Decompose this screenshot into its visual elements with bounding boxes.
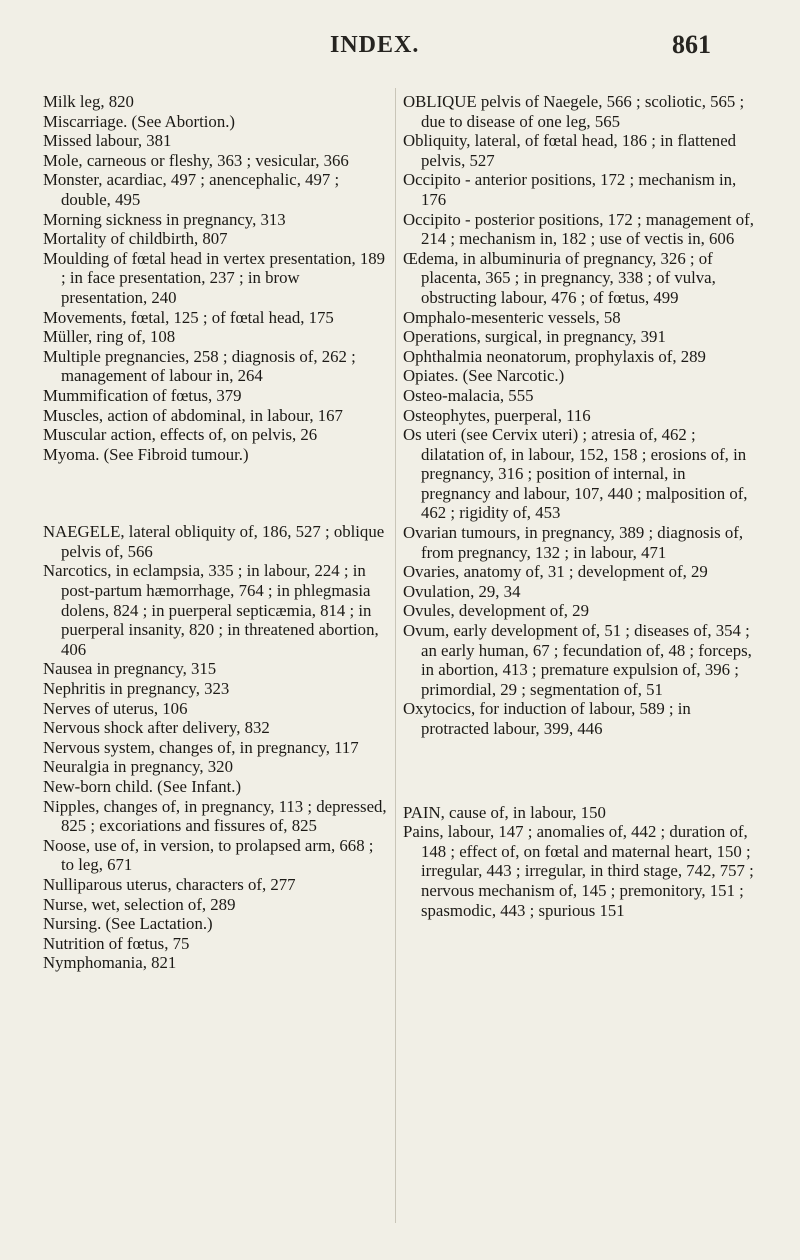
section-gap	[43, 464, 388, 522]
index-entry: Pains, labour, 147 ; anomalies of, 442 ; duration of, 148 ; effect of, on fœtal and maternal heart, 150 ; irregular, 443 ; irregular, in third stage, 742, 757 ; nervous mechanism of, 145 ; premonitory, 151 ; spasmodic, 443 ; spurious 151	[403, 822, 754, 920]
index-entry: Movements, fœtal, 125 ; of fœtal head, 175	[43, 307, 334, 327]
index-entry: NAEGELE, lateral obliquity of, 186, 527 ; oblique pelvis of, 566	[43, 522, 385, 561]
index-entry: Nymphomania, 821	[43, 953, 177, 973]
index-entry: Occipito - anterior positions, 172 ; mechanism in, 176	[403, 170, 737, 209]
index-entry: Opiates. (See Narcotic.)	[403, 366, 565, 386]
index-entry: Omphalo-mesenteric vessels, 58	[403, 307, 621, 327]
index-entry: Ovulation, 29, 34	[403, 581, 521, 601]
section-o	[403, 92, 755, 739]
index-entry: Ovaries, anatomy of, 31 ; development of, 29	[403, 562, 708, 582]
index-entry: Miscarriage. (See Abortion.)	[43, 111, 235, 131]
index-entry: Nausea in pregnancy, 315	[43, 659, 217, 679]
index-entry: Moulding of fœtal head in vertex presentation, 189 ; in face presentation, 237 ; in brow presentation, 240	[43, 248, 386, 307]
index-entry: Ovules, development of, 29	[403, 601, 589, 621]
page-number: 861	[672, 30, 711, 59]
page-header	[0, 28, 800, 64]
index-entry: Oxytocics, for induction of labour, 589 ; in protracted labour, 399, 446	[403, 699, 691, 738]
index-entry: Nerves of uterus, 106	[43, 698, 188, 718]
index-entry: Ovum, early development of, 51 ; diseases of, 354 ; an early human, 67 ; fecundation of, 48 ; forceps, in abortion, 413 ; premature expulsion of, 396 ; primordial, 29 ; segmentation of, 51	[403, 621, 752, 699]
index-entry: Osteo-malacia, 555	[403, 385, 534, 405]
index-entry: Missed labour, 381	[43, 131, 172, 151]
index-entry: Nutrition of fœtus, 75	[43, 933, 190, 953]
index-entry: Monster, acardiac, 497 ; anencephalic, 497 ; double, 495	[43, 170, 340, 209]
index-entry: Nulliparous uterus, characters of, 277	[43, 874, 296, 894]
index-entry: Ophthalmia neonatorum, prophylaxis of, 289	[403, 346, 706, 366]
section-gap	[403, 739, 755, 803]
index-entry: Os uteri (see Cervix uteri) ; atresia of, 462 ; dilatation of, in labour, 152, 158 ; erosions of, in pregnancy, 316 ; position of internal, in pregnancy and labour, 107, 440 ; malposition of, 462 ; rigidity of, 453	[403, 425, 748, 523]
index-entry: Narcotics, in eclampsia, 335 ; in labour, 224 ; in post-partum hæmorrhage, 764 ; in phlegmasia dolens, 824 ; in puerperal septicæmia, 814 ; in puerperal insanity, 820 ; in threatened abortion, 406	[43, 561, 379, 659]
index-entry: Nervous system, changes of, in pregnancy, 117	[43, 737, 359, 757]
section-m	[43, 92, 388, 464]
index-entry: Nurse, wet, selection of, 289	[43, 894, 236, 914]
index-entry: Noose, use of, in version, to prolapsed arm, 668 ; to leg, 671	[43, 835, 374, 875]
index-entry: Myoma. (See Fibroid tumour.)	[43, 444, 249, 464]
index-entry: Nursing. (See Lactation.)	[43, 914, 213, 934]
index-entry: Morning sickness in pregnancy, 313	[43, 209, 286, 229]
index-entry: Muscular action, effects of, on pelvis, 26	[43, 425, 318, 445]
left-column	[43, 92, 388, 973]
column-divider	[395, 88, 396, 1223]
index-entry: OBLIQUE pelvis of Naegele, 566 ; scoliotic, 565 ; due to disease of one leg, 565	[403, 92, 745, 131]
index-entry: Obliquity, lateral, of fœtal head, 186 ; in flattened pelvis, 527	[403, 131, 737, 170]
page-title: INDEX.	[330, 32, 420, 58]
index-entry: Occipito - posterior positions, 172 ; management of, 214 ; mechanism in, 182 ; use of vectis in, 606	[403, 209, 754, 249]
index-entry: Mummification of fœtus, 379	[43, 385, 242, 405]
index-entry: Nipples, changes of, in pregnancy, 113 ; depressed, 825 ; excoriations and fissures of, 825	[43, 796, 387, 836]
index-entry: Osteophytes, puerperal, 116	[403, 405, 591, 425]
index-entry: Nephritis in pregnancy, 323	[43, 679, 230, 699]
index-entry: Nervous shock after delivery, 832	[43, 718, 270, 738]
index-entry: Mole, carneous or fleshy, 363 ; vesicular, 366	[43, 150, 349, 170]
index-entry: Milk leg, 820	[43, 92, 134, 111]
right-column	[403, 92, 755, 920]
index-entry: Œdema, in albuminuria of pregnancy, 326 ; of placenta, 365 ; in pregnancy, 338 ; of vulva, obstructing labour, 476 ; of fœtus, 499	[403, 248, 716, 307]
index-entry: Mortality of childbirth, 807	[43, 229, 228, 249]
index-entry: Müller, ring of, 108	[43, 327, 176, 347]
index-entry: Multiple pregnancies, 258 ; diagnosis of, 262 ; management of labour in, 264	[43, 346, 356, 386]
index-entry: New-born child. (See Infant.)	[43, 777, 242, 796]
index-entry: Ovarian tumours, in pregnancy, 389 ; diagnosis of, from pregnancy, 132 ; in labour, 471	[403, 523, 744, 562]
index-entry: Neuralgia in pregnancy, 320	[43, 757, 233, 777]
section-p	[403, 803, 755, 921]
index-entry: Operations, surgical, in pregnancy, 391	[403, 327, 666, 347]
index-entry: PAIN, cause of, in labour, 150	[403, 802, 606, 822]
section-n	[43, 522, 388, 973]
index-entry: Muscles, action of abdominal, in labour, 167	[43, 405, 343, 425]
